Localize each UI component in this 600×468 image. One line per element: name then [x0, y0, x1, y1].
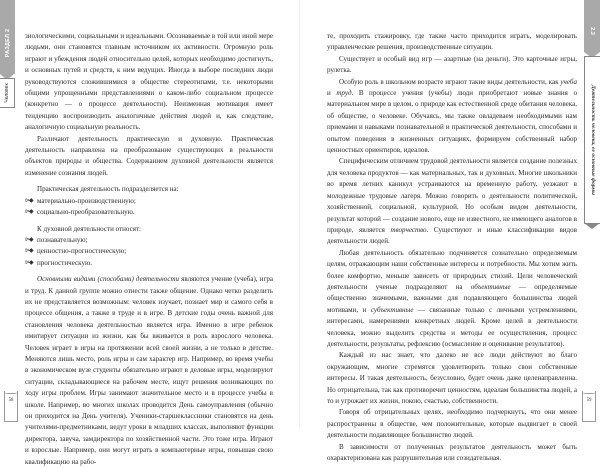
chapter-tab [0, 78, 15, 108]
page-number: 59 [586, 398, 592, 403]
paragraph: Специфическим отличием трудовой деятельности является создание полезных для человека продуктов — как материальных, так и духовных. Многие школьники во время летних каникул устраиваются на временную работу, уезжают в молодежные трудовые лагеря. Можно говорить о деятельности политической, хозяйственной, социальной, культурной. Но особым видом деятельности, результат которой — создание нового, еще не известного, не имеющего аналогов в природе, является творчество. Существуют и иные классификации видов деятельности людей. [327, 157, 577, 246]
section-tab-label: РАЗДЕЛ 2 [4, 28, 11, 58]
topic-tab [584, 56, 600, 224]
emphasis: Основными видами (способами) деятельности [37, 275, 180, 284]
bullet-arrow-icon: ⊳◆ [25, 236, 33, 243]
list-item: ⊳◆ социально-преобразовательную. [25, 207, 273, 218]
paragraph: В зависимости от полученных результатов деятельность может быть охарактеризована как разрушительная или созидательная. [327, 442, 577, 463]
practical-intro: Практическая деятельность подразделяется на: [37, 185, 179, 194]
paragraph: Основными видами (способами) деятельности являются учение (учеба), игра и труд. К данной группе можно отнести также общение. Однако четко разделить их не представляется возможным: человек изучает, познает мир и самого себя в процессе общения, а также в труде и в игре. В детские годы очень важной для становления человека деятельностью является игра. Именно в игре ребенок имитирует ситуации из жизни, как бы вживается в роль взрослого человека. Человек играет в игры на протяжении всей своей жизни, а не только в детстве. Меняются лишь место, роль игры и сам характер игр. Например, во время учебы в экономическом вузе студенты обязательно играют в деловые игры, моделируют ситуации, складывающиеся на рабочем месте, ищут решения возникающих по ходу игры проблем. Игры занимают значительное место и в процессе учебы в школе. Например, во многих школах проводится День самоуправления (обычно он приходится на День учителя). Ученики-старшеклассники становятся на день учителями-предметниками, ведут уроки в младших классах, выполняют функции директора, завуча, замдиректора по хозяйственной части. Это тоже игра. Играют и взрослые. Например, они могут играть в компьютерные игры, повышая свою квалификацию на рабо- [25, 275, 273, 466]
page-number-tab [4, 391, 18, 422]
section-number-label: 2.3 [589, 27, 595, 36]
page-number: 58 [8, 398, 14, 403]
emphasis: учеба [560, 77, 577, 86]
left-page [0, 0, 300, 466]
paragraph: Различают деятельность практическую и духовную. Практическая деятельность направлена на преобразование существующих в реальности объектов природы и общества. Содержанием духовной деятельности является изменение сознания людей. [25, 134, 273, 177]
list-item: ⊳◆ познавательную; [25, 235, 273, 246]
bullet-arrow-icon: ⊳◆ [25, 209, 33, 216]
list-item: ⊳◆ ценностно-прогностическую; [25, 246, 273, 257]
list-item: ⊳◆ прогностическую. [25, 258, 273, 269]
topic-tab-label: Деятельность человека, ее основные формы [589, 84, 596, 196]
bullet-arrow-icon: ⊳◆ [25, 259, 33, 266]
paragraph: те, проходить стажировку, где также часто приходится играть, моделировать управленческие решения, производственные ситуации. [327, 32, 577, 52]
chapter-tab-label: Человек [4, 83, 10, 103]
paragraph: зиологическими, социальными и идеальными. Осознаваемые в той или иной мере людьми, они становятся главным источником их активности. Огромную роль играют и убеждения людей относительно целей, которых необходимо достигнуть, и основных путей и средств, к ним ведущих. Иногда в выборе последних люди руководствуются сложившимися в обществе стереотипами, т.е. некоторыми общими упрощенными представлениями о каком-либо социальном процессе (конкретно — о процессе деятельности). Неизменная мотивация имеет тенденцию воспроизводить аналогичные действия людей и, как следствие, аналогичную социальную реальность. [25, 32, 273, 132]
paragraph: Существует и особый вид игр — азартные (на деньги). Это карточные игры, рулетка. [327, 54, 577, 75]
bullet-arrow-icon: ⊳◆ [25, 197, 33, 204]
emphasis: творчество [390, 225, 427, 234]
section-number-tab [584, 0, 600, 52]
right-page-body [327, 31, 577, 464]
bullet-arrow-icon: ⊳◆ [25, 248, 33, 255]
emphasis: труд [336, 89, 352, 98]
paragraph: Каждый из нас знает, что далеко не все люди действуют во благо окружающим, многие стремятся удовлетворить только свои собственные интересы. И такая деятельность, безусловно, будет очень даже целенаправленна. Но отрицательна, так как противоречит ценностям, идеалам большинства людей, а то и угрожает их жизни, покою, счастью, собственности. [327, 351, 577, 405]
paragraph: Любая деятельность обязательно подчиняется сознательно определяемым целям, отражающим наши собственные интересы и потребности. Мы хотим жить более комфортно, меньше зависеть от природных стихий. Цели человеческой деятельности ученые подразделяют на объективные — определяемые общественно значимыми, важными для подавляющего большинства людей мотивами, и субъективные — связанные только с личными устремлениями, интересами, намерениями конкретных людей. Кроме целей в деятельности человека, можно выделить средства и методы ее осуществления, процесс деятельности, результаты, рефлексию (осмысление и оценивание результатов). [327, 248, 578, 348]
spiritual-intro: К духовной деятельности относят: [37, 224, 141, 233]
emphasis: объективные [470, 282, 511, 291]
list-item: ⊳◆ материально-производственную; [25, 196, 273, 207]
right-page [300, 0, 600, 463]
paragraph: Особую роль в школьном возрасте играют такие виды деятельности, как учеба и труд. В процессе учения (учебы) люди приобретают новые знания о материальном мире в целом, о природе как естественной среде обитания человека, об обществе, о человеке. Обучаясь, мы также овладеваем необходимыми нам приемами и навыками познавательной и практической деятельности, способами и опытом поведения в жизненных ситуациях, формируем собственный набор ценностных ориентиров, идеалов. [327, 77, 577, 155]
page-number-tab [582, 391, 596, 422]
emphasis: субъективные [370, 305, 414, 314]
practical-list [25, 196, 273, 219]
section-tab [0, 0, 15, 74]
paragraph: Говоря об отрицательных целях, необходимо подчеркнуть, что они менее распространены в обществе, чем положительные, которые выдвигает в своей деятельности подавляющее большинство людей. [327, 408, 577, 440]
left-page-body [25, 31, 273, 468]
spiritual-list [25, 235, 273, 269]
